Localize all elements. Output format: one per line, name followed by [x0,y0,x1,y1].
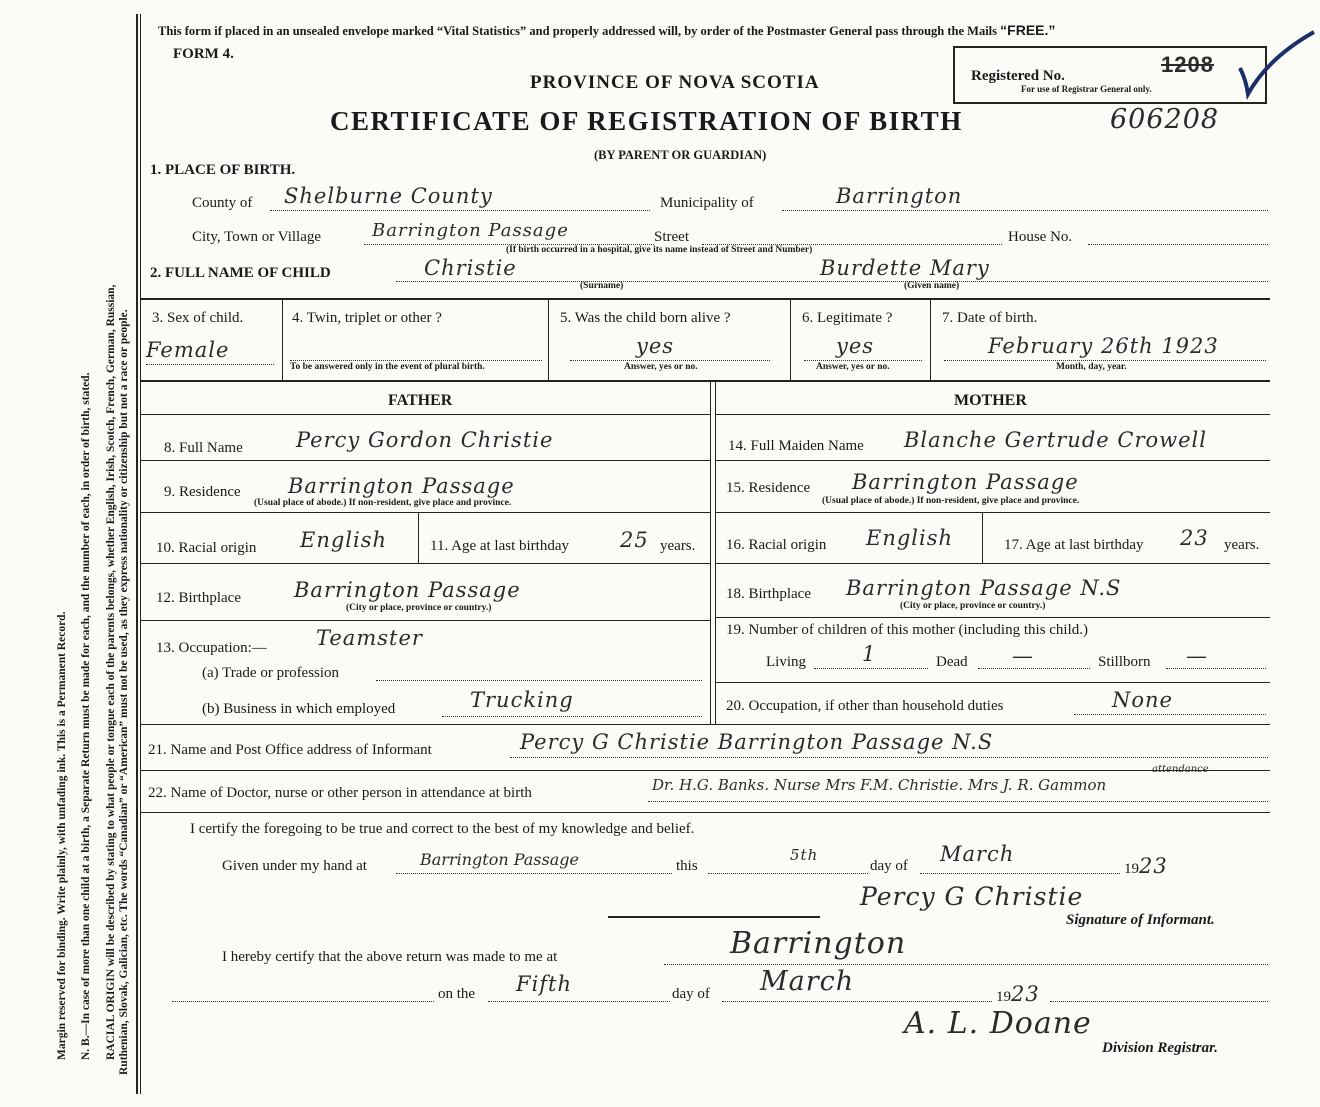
mother-name-label: 14. Full Maiden Name [728,438,864,454]
stillborn-line [1166,668,1266,669]
father-age-years: years. [660,538,696,554]
father-heading: FATHER [388,392,453,409]
form-number: FORM 4. [173,46,234,62]
house-label: House No. [1008,229,1073,245]
dob-label: 7. Date of birth. [942,310,1038,326]
street-label: Street [654,229,689,245]
alive-note: Answer, yes or no. [624,362,698,372]
living-value: 1 [862,642,877,666]
registrar-year-prefix: 19 [996,989,1011,1005]
certify-text: I certify the foregoing to be true and correct to the best of my knowledge and belief. [190,821,695,837]
mother-age-years: years. [1224,537,1260,553]
registrar-place: Barrington [730,926,907,961]
doctor-extra: attendance [1152,764,1209,775]
registrar-signature: A. L. Doane [904,1006,1092,1041]
row3-divider-2 [548,300,549,380]
municipality-line [782,210,1268,211]
certify-year-prefix: 19 [1124,861,1139,877]
certify-year [1124,854,1168,878]
mother-row-rule-5 [716,682,1270,683]
stillborn-value: — [1186,644,1208,668]
registrar-month: March [760,966,855,997]
dob-note: Month, day, year. [1056,362,1127,372]
mother-row-rule-1 [716,460,1270,461]
father-residence-note: (Usual place of abode.) If non-resident, give place and province. [254,498,512,508]
heading-rule-right [716,414,1270,415]
father-birthplace-value: Barrington Passage [294,578,521,602]
father-residence-value: Barrington Passage [288,474,515,498]
dead-line [978,668,1090,669]
father-racial-divider [418,513,419,563]
sex-line [146,364,274,365]
postal-notice-text: This form if placed in an unsealed envelope marked “Vital Statistics” and properly addressed will, by order of the Postmaster General pass through the Mails [158,24,998,38]
registered-box [953,46,1267,104]
certify-year-value: 23 [1139,854,1168,878]
registered-label: Registered No. [971,68,1065,84]
signature-caption: Signature of Informant. [1066,912,1215,928]
dob-value: February 26th 1923 [988,334,1219,358]
mother-age-label: 17. Age at last birthday [1004,537,1144,553]
child-name-label: 2. FULL NAME OF CHILD [150,265,331,281]
mother-occupation-line [1074,714,1266,715]
father-occupation-value: Teamster [316,626,423,650]
row3-bottom-rule [141,380,1270,382]
father-row-rule-2 [141,512,710,513]
margin-rule [136,14,138,1094]
registrar-tail-line [1050,1001,1268,1002]
given-caption: (Given name) [904,281,960,291]
registrar-month-line [722,1001,992,1002]
postal-free: “FREE.” [1000,22,1056,38]
mother-row-rule-2 [716,512,1270,513]
surname-caption: (Surname) [580,281,624,291]
living-label: Living [766,654,806,670]
informant-rule [141,770,1270,771]
registered-value: 1208 [1161,52,1214,77]
father-trade-line [376,680,702,681]
twin-label: 4. Twin, triplet or other ? [292,310,442,326]
informant-label: 21. Name and Post Office address of Informant [148,742,432,758]
heading-rule-left [141,414,710,415]
certify-month: March [940,842,1015,866]
doctor-line [648,801,1268,802]
father-racial-label: 10. Racial origin [156,540,257,556]
father-birthplace-note: (City or place, province or country.) [346,603,492,613]
registered-note: For use of Registrar General only. [1021,84,1152,94]
municipality-value: Barrington [836,184,963,208]
registrar-text: I hereby certify that the above return was made to me at [222,949,558,965]
certify-dayof-label: day of [870,858,908,874]
side-note-2: N. B.—In case of more than one child at a birth, a Separate Return must be made for each, and the number of each, in order of birth, stated. [80,372,92,1060]
father-residence-label: 9. Residence [164,484,241,500]
day-line [708,873,868,874]
check-mark-icon [1228,28,1320,100]
informant-signature: Percy G Christie [860,882,1084,911]
informant-value: Percy G Christie Barrington Passage N.S [520,730,994,754]
side-note-3: RACIAL ORIGIN will be described by stating to what people or tongue each of the parents belongs, whether English, Irish, Scotch, French, German, Russian, [105,284,117,1060]
mother-name-value: Blanche Gertrude Crowell [904,428,1207,452]
mother-racial-value: English [866,526,954,550]
mother-residence-value: Barrington Passage [852,470,1079,494]
postal-notice [158,22,1055,39]
legit-value: yes [836,334,875,358]
dead-label: Dead [936,654,968,670]
sex-label: 3. Sex of child. [152,310,244,326]
city-value: Barrington Passage [372,220,569,241]
alive-line [570,360,770,361]
father-racial-value: English [300,528,388,552]
registrar-on-label: on the [438,986,476,1002]
certify-day: 5th [790,846,819,864]
mother-racial-label: 16. Racial origin [726,537,827,553]
stillborn-label: Stillborn [1098,654,1151,670]
child-name-line [396,281,1268,282]
municipality-label: Municipality of [660,195,754,211]
signature-divider [608,916,820,918]
alive-label: 5. Was the child born alive ? [560,310,731,326]
doctor-value: Dr. H.G. Banks. Nurse Mrs F.M. Christie. Mrs J. R. Gammon [652,776,1107,794]
legit-note: Answer, yes or no. [816,362,890,372]
registrar-year-value: 23 [1011,982,1040,1006]
father-name-label: 8. Full Name [164,440,243,456]
side-note-1: Margin reserved for binding. Write plainly, with unfading ink. This is a Permanent Record. [56,611,68,1060]
living-line [814,668,928,669]
mother-children-label: 19. Number of children of this mother (including this child.) [726,622,1089,638]
father-birthplace-label: 12. Birthplace [156,590,241,606]
house-line [1088,244,1268,245]
father-row-rule-4 [141,620,710,621]
given-place-value: Barrington Passage [420,850,579,869]
alive-value: yes [636,334,675,358]
father-occupation-label: 13. Occupation:— [156,640,267,656]
registrar-year [996,982,1040,1006]
section-bottom-rule [141,812,1270,813]
given-under-label: Given under my hand at [222,858,367,874]
county-label: County of [192,195,253,211]
mother-birthplace-note: (City or place, province or country.) [900,601,1046,611]
row3-divider-3 [790,300,791,380]
dead-value: — [1012,644,1034,668]
title-handwritten-number: 606208 [1110,104,1220,135]
informant-line [510,757,1268,758]
county-value: Shelburne County [284,184,493,208]
father-row-rule-3 [141,563,710,564]
father-row-rule-1 [141,460,710,461]
doctor-label: 22. Name of Doctor, nurse or other person in attendance at birth [148,785,532,801]
legit-label: 6. Legitimate ? [802,310,893,326]
margin-rule-2 [140,14,141,1094]
row3-divider-1 [282,300,283,380]
father-age-label: 11. Age at last birthday [430,538,569,554]
place-heading: 1. PLACE OF BIRTH. [150,162,296,178]
father-business-value: Trucking [470,688,574,712]
columns-bottom-rule [141,724,1270,725]
mother-row-rule-4 [716,617,1270,618]
mother-residence-note: (Usual place of abode.) If non-resident, give place and province. [822,496,1080,506]
twin-note: To be answered only in the event of plural birth. [290,362,485,372]
this-label: this [676,858,698,874]
column-divider-2 [715,382,716,724]
province-heading: PROVINCE OF NOVA SCOTIA [530,72,820,93]
mother-occupation-value: None [1112,688,1173,712]
registrar-day-line [488,1001,670,1002]
father-age-value: 25 [620,528,649,552]
row3-top-rule [141,298,1270,300]
month-line [920,873,1120,874]
mother-birthplace-value: Barrington Passage N.S [846,576,1122,600]
page-subtitle: (BY PARENT OR GUARDIAN) [594,148,767,162]
row3-divider-4 [930,300,931,380]
mother-birthplace-label: 18. Birthplace [726,586,811,602]
legit-line [804,360,922,361]
page-title: CERTIFICATE OF REGISTRATION OF BIRTH [330,106,963,136]
registrar-day: Fifth [516,972,573,996]
father-name-value: Percy Gordon Christie [296,428,554,452]
sex-value: Female [146,338,230,362]
city-label: City, Town or Village [192,229,322,245]
mother-row-rule-3 [716,563,1270,564]
child-surname: Christie [424,256,517,280]
twin-line [290,360,542,361]
registrar-dayof-label: day of [672,986,710,1002]
given-place-line [396,873,672,874]
father-trade-label: (a) Trade or profession [202,665,340,681]
registrar-lead-line [172,1001,434,1002]
side-note-4: Ruthenian, Slovak, Galician, etc. The words “Canadian” or “American” must not be used, as they express nationality or citizenship but not a race or people. [118,309,130,1075]
registrar-caption: Division Registrar. [1102,1040,1218,1056]
father-business-label: (b) Business in which employed [202,701,396,717]
father-business-line [442,716,702,717]
mother-racial-divider [982,513,983,563]
hospital-note: (If birth occurred in a hospital, give its name instead of Street and Number) [506,245,813,255]
county-line [270,210,650,211]
mother-residence-label: 15. Residence [726,480,811,496]
child-given: Burdette Mary [820,256,990,280]
mother-heading: MOTHER [954,392,1027,409]
registrar-place-line [664,964,1268,965]
mother-occupation-label: 20. Occupation, if other than household duties [726,698,1004,714]
mother-age-value: 23 [1180,526,1209,550]
dob-line [944,360,1266,361]
column-divider [710,382,711,724]
